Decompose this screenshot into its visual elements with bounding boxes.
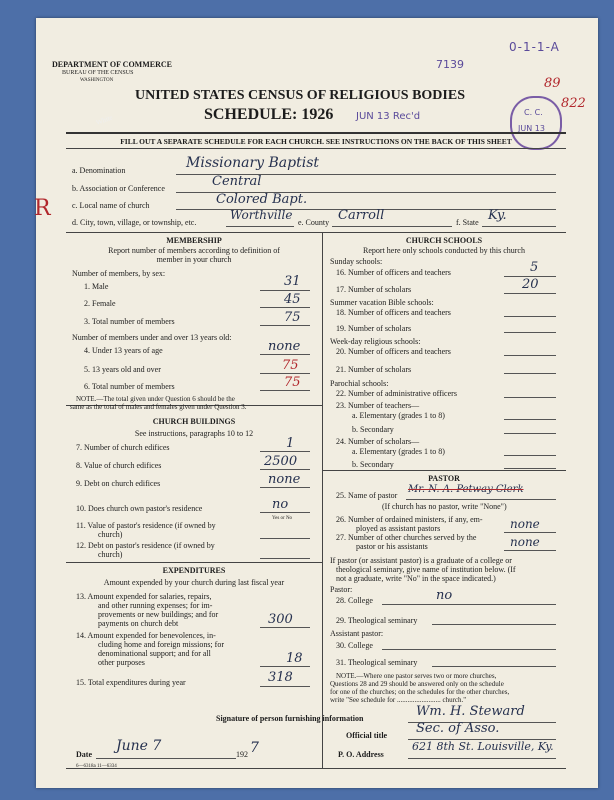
q29-label: 29. Theological seminary: [336, 616, 418, 625]
date-value: June 7: [116, 738, 162, 754]
po-address-value: 621 8th St. Louisville, Ky.: [412, 740, 554, 753]
schedule-title: SCHEDULE: 1926: [204, 106, 334, 123]
sunday-schools-label: Sunday schools:: [330, 257, 383, 266]
q7-line: [260, 451, 310, 452]
q23-label: 23. Number of teachers—: [336, 401, 420, 410]
q24b-label: b. Secondary: [352, 460, 394, 469]
q15-label: 15. Total expenditures during year: [76, 678, 186, 687]
q13-label-b: and other running expenses; for im-: [98, 601, 213, 610]
form-number: 7139: [436, 58, 464, 71]
q30-label: 30. College: [336, 641, 373, 650]
q2-value: 45: [284, 292, 301, 307]
q4-line: [260, 354, 310, 355]
city-value: Worthville: [230, 208, 293, 222]
q31-label: 31. Theological seminary: [336, 658, 418, 667]
q17-value: 20: [522, 277, 539, 292]
instruction-line: FILL OUT A SEPARATE SCHEDULE FOR EACH CHURCH. SEE INSTRUCTIONS ON THE BACK OF THIS SHEET: [120, 137, 512, 146]
q29-line: [432, 624, 556, 625]
q27-line: [504, 550, 556, 551]
association-label: b. Association or Conference: [72, 184, 165, 193]
pastor-heading: PASTOR: [428, 474, 460, 483]
q26-value: none: [510, 517, 540, 531]
membership-sub-1: Report number of members according to definition of: [108, 246, 280, 255]
q4-label: 4. Under 13 years of age: [84, 346, 163, 355]
q24a-line: [504, 455, 556, 456]
local-name-label: c. Local name of church: [72, 201, 150, 210]
q17-label: 17. Number of scholars: [336, 285, 412, 294]
q5-line: [260, 373, 310, 374]
state-label: f. State: [456, 218, 479, 227]
graduate-note-2: theological seminary, give name of institution below. (If: [336, 565, 516, 574]
q14-label-d: other purposes: [98, 658, 145, 667]
q2-line: [260, 307, 310, 308]
date-line: [96, 758, 236, 759]
q9-line: [260, 487, 310, 488]
q26-line: [504, 532, 556, 533]
pastor-note-4: write "See schedule for ......................... church.": [330, 696, 467, 704]
membership-note-2: same as the total of males and females given under Question 3.: [70, 403, 247, 411]
city-name: WASHINGTON: [80, 78, 114, 83]
schools-bottom-rule: [322, 470, 566, 471]
denomination-label: a. Denomination: [72, 166, 126, 175]
q26-label: 26. Number of ordained ministers, if any, em-: [336, 515, 483, 524]
q30-line: [382, 649, 556, 650]
q3-line: [260, 325, 310, 326]
yes-no-hint: Yes or No: [272, 516, 293, 521]
q5-value: 75: [282, 358, 299, 373]
q13-line: [260, 627, 310, 628]
q21-line: [504, 373, 556, 374]
state-value: Ky.: [488, 208, 507, 223]
grid-bottom-rule: [66, 768, 566, 769]
q23a-line: [504, 419, 556, 420]
pastor-sub-label: Pastor:: [330, 585, 353, 594]
q31-line: [432, 666, 556, 667]
red-number-2: 822: [561, 96, 586, 111]
membership-sub-2: member in your church: [156, 255, 232, 264]
q28-line: [382, 604, 556, 605]
q17-line: [504, 293, 556, 294]
q6-value: 75: [284, 375, 301, 390]
q14-label-b: cluding home and foreign missions; for: [98, 640, 224, 649]
date-label: Date: [76, 750, 92, 759]
q19-line: [504, 332, 556, 333]
q13-label: 13. Amount expended for salaries, repairs,: [76, 592, 212, 601]
q27-label: 27. Number of other churches served by the: [336, 533, 477, 542]
q28-value: no: [436, 588, 453, 603]
q12-label-cont: church): [98, 550, 123, 559]
q14-line: [260, 666, 310, 667]
q16-label: 16. Number of officers and teachers: [336, 268, 451, 277]
buildings-bottom-rule: [66, 562, 322, 563]
county-line: [332, 226, 452, 227]
q13-value: 300: [268, 612, 293, 627]
q24-label: 24. Number of scholars—: [336, 437, 420, 446]
denomination-value: Missionary Baptist: [186, 155, 320, 171]
form-title: UNITED STATES CENSUS OF RELIGIOUS BODIES: [134, 88, 465, 103]
expenditures-heading: EXPENDITURES: [162, 566, 226, 575]
seal-top-text: C. C.: [524, 108, 543, 117]
q12-label: 12. Debt on pastor's residence (if owned by: [76, 541, 215, 550]
county-label: e. County: [298, 218, 330, 227]
q14-label: 14. Amount expended for benevolences, in-: [76, 631, 216, 640]
q23b-line: [504, 433, 556, 434]
q9-label: 9. Debt on church edifices: [76, 479, 161, 488]
q23a-label: a. Elementary (grades 1 to 8): [352, 411, 445, 420]
graduate-note-3: not a graduate, write "No" in the space indicated.): [336, 574, 496, 583]
q4-value: none: [268, 339, 301, 354]
q1-value: 31: [284, 274, 301, 289]
schools-heading: CHURCH SCHOOLS: [405, 236, 483, 245]
city-label: d. City, town, village, or township, etc.: [72, 218, 197, 227]
q22-line: [504, 397, 556, 398]
q11-label-cont: church): [98, 530, 123, 539]
q9-value: none: [268, 472, 301, 487]
pastor-note-2: Questions 28 and 29 should be answered only on the schedule: [330, 680, 504, 688]
q10-line: [260, 512, 310, 513]
membership-note-1: NOTE.—The total given under Question 6 should be the: [76, 395, 235, 403]
q13-label-d: payments on church debt: [98, 619, 179, 628]
grid-top-rule: [66, 232, 566, 233]
q15-value: 318: [268, 670, 293, 685]
year-digit: 7: [250, 740, 259, 756]
form-print-code: 6—6318a 11—6334: [76, 764, 117, 769]
city-line: [226, 226, 294, 227]
state-line: [482, 226, 556, 227]
local-name-value: Colored Bapt.: [216, 192, 308, 207]
age-heading: Number of members under and over 13 years old:: [72, 333, 232, 342]
association-value: Central: [212, 174, 262, 189]
q25-note: (If church has no pastor, write "None"): [382, 502, 507, 511]
q18-line: [504, 316, 556, 317]
q7-value: 1: [286, 436, 295, 451]
q8-line: [260, 469, 310, 470]
signature-label: Signature of person furnishing information: [216, 714, 364, 723]
q3-label: 3. Total number of members: [84, 317, 175, 326]
members-by-sex-label: Number of members, by sex:: [72, 269, 166, 278]
red-number-1: 89: [544, 76, 561, 91]
buildings-sub: See instructions, paragraphs 10 to 12: [134, 429, 254, 438]
q25-value: Mr. N. A. Petway Clerk: [408, 484, 524, 495]
summer-schools-label: Summer vacation Bible schools:: [330, 298, 434, 307]
year-prefix: 192: [236, 750, 248, 759]
q26-label-cont: ployed as assistant pastors: [356, 524, 441, 533]
dept-name: DEPARTMENT OF COMMERCE: [52, 60, 173, 69]
received-stamp: JUN 13 Rec'd: [356, 111, 421, 122]
po-address-line: [408, 758, 556, 759]
q3-value: 75: [284, 310, 301, 325]
q27-label-cont: pastor or his assistants: [356, 542, 428, 551]
assistant-pastor-label: Assistant pastor:: [330, 629, 384, 638]
q24a-label: a. Elementary (grades 1 to 8): [352, 447, 445, 456]
q8-value: 2500: [264, 454, 298, 469]
q24b-line: [504, 468, 556, 469]
q13-label-c: provements or new buildings; and for: [98, 610, 219, 619]
q27-value: none: [510, 535, 540, 549]
instruction-rule: [66, 148, 566, 149]
q21-label: 21. Number of scholars: [336, 365, 412, 374]
q25-line: [406, 499, 556, 500]
white-mark: White: [94, 113, 114, 127]
q10-value: no: [272, 497, 289, 512]
q5-label: 5. 13 years old and over: [84, 365, 161, 374]
schools-sub: Report here only schools conducted by this church: [363, 246, 525, 255]
q11-line: [260, 538, 310, 539]
pastor-note-3: for one of the churches; on the schedules for the other churches,: [330, 688, 510, 696]
official-title-value: Sec. of Asso.: [416, 721, 500, 736]
red-margin-mark: R: [34, 196, 51, 221]
q2-label: 2. Female: [84, 299, 116, 308]
q7-label: 7. Number of church edifices: [76, 443, 170, 452]
county-value: Carroll: [338, 208, 385, 223]
q25-label: 25. Name of pastor: [336, 491, 398, 500]
expenditures-sub: Amount expended by your church during last fiscal year: [103, 578, 285, 587]
buildings-heading: CHURCH BUILDINGS: [152, 417, 236, 426]
q16-value: 5: [530, 260, 539, 275]
q12-line: [260, 558, 310, 559]
membership-heading: MEMBERSHIP: [166, 236, 222, 245]
q1-label: 1. Male: [84, 282, 109, 291]
bureau-name: BUREAU OF THE CENSUS: [62, 70, 134, 76]
q6-line: [260, 390, 310, 391]
q22-label: 22. Number of administrative officers: [336, 389, 457, 398]
q15-line: [260, 686, 310, 687]
q11-label: 11. Value of pastor's residence (if owned by: [76, 521, 216, 530]
q10-label: 10. Does church own pastor's residence: [76, 504, 203, 513]
top-rule: [66, 132, 566, 134]
q14-value: 18: [286, 651, 303, 666]
census-form-sheet: [36, 18, 598, 788]
official-title-label: Official title: [346, 731, 388, 740]
signature-value: Wm. H. Steward: [416, 704, 525, 719]
q8-label: 8. Value of church edifices: [76, 461, 162, 470]
q23b-label: b. Secondary: [352, 425, 394, 434]
weekday-schools-label: Week-day religious schools:: [330, 337, 421, 346]
q14-label-c: denominational support; and for all: [98, 649, 211, 658]
q20-line: [504, 355, 556, 356]
q28-label: 28. College: [336, 596, 373, 605]
column-divider: [322, 232, 323, 768]
q18-label: 18. Number of officers and teachers: [336, 308, 451, 317]
parochial-schools-label: Parochial schools:: [330, 379, 389, 388]
q19-label: 19. Number of scholars: [336, 324, 412, 333]
form-code: 0-1-1-A: [509, 40, 560, 54]
graduate-note-1: If pastor (or assistant pastor) is a graduate of a college or: [330, 556, 512, 565]
pastor-note-1: NOTE.—Where one pastor serves two or more churches,: [336, 672, 497, 680]
seal-date-text: JUN 13: [518, 124, 545, 133]
q1-line: [260, 290, 310, 291]
q6-label: 6. Total number of members: [84, 382, 175, 391]
po-address-label: P. O. Address: [338, 750, 384, 759]
q20-label: 20. Number of officers and teachers: [336, 347, 451, 356]
